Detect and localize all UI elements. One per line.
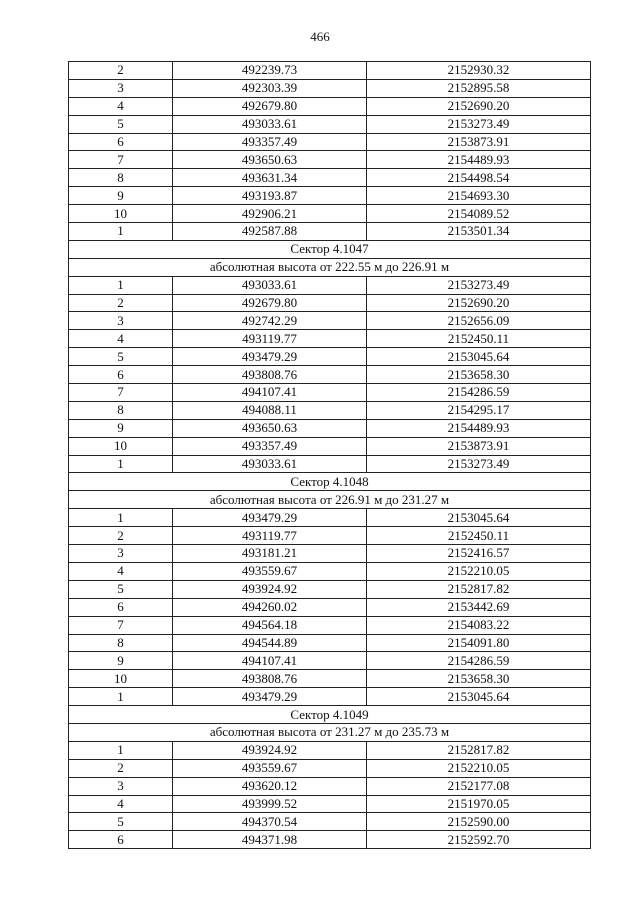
- point-number: 9: [69, 419, 173, 437]
- coordinates-table-body: [69, 62, 591, 849]
- y-coordinate: 2153501.34: [367, 223, 591, 241]
- table-row: [69, 294, 591, 312]
- point-number: 1: [69, 688, 173, 706]
- table-row: [69, 384, 591, 402]
- table-row: [69, 455, 591, 473]
- point-number: 4: [69, 330, 173, 348]
- y-coordinate: 2152817.82: [367, 741, 591, 759]
- point-number: 7: [69, 384, 173, 402]
- table-row: [69, 598, 591, 616]
- y-coordinate: 2152450.11: [367, 527, 591, 545]
- x-coordinate: 492906.21: [173, 205, 367, 223]
- x-coordinate: 492679.80: [173, 97, 367, 115]
- x-coordinate: 493033.61: [173, 276, 367, 294]
- point-number: 7: [69, 151, 173, 169]
- sector-altitude: абсолютная высота от 226.91 м до 231.27 м: [69, 491, 591, 509]
- table-row: [69, 330, 591, 348]
- x-coordinate: 493999.52: [173, 795, 367, 813]
- y-coordinate: 2153045.64: [367, 509, 591, 527]
- y-coordinate: 2154083.22: [367, 616, 591, 634]
- point-number: 1: [69, 223, 173, 241]
- table-row: [69, 133, 591, 151]
- y-coordinate: 2152177.08: [367, 777, 591, 795]
- x-coordinate: 493559.67: [173, 759, 367, 777]
- point-number: 5: [69, 580, 173, 598]
- point-number: 6: [69, 831, 173, 849]
- y-coordinate: 2152656.09: [367, 312, 591, 330]
- y-coordinate: 2151970.05: [367, 795, 591, 813]
- x-coordinate: 493650.63: [173, 151, 367, 169]
- table-row: [69, 527, 591, 545]
- point-number: 3: [69, 777, 173, 795]
- x-coordinate: 492587.88: [173, 223, 367, 241]
- table-row: [69, 813, 591, 831]
- point-number: 7: [69, 616, 173, 634]
- x-coordinate: 493357.49: [173, 437, 367, 455]
- y-coordinate: 2153873.91: [367, 133, 591, 151]
- y-coordinate: 2154286.59: [367, 652, 591, 670]
- y-coordinate: 2154693.30: [367, 187, 591, 205]
- point-number: 1: [69, 455, 173, 473]
- y-coordinate: 2154498.54: [367, 169, 591, 187]
- sector-header-row: [69, 706, 591, 724]
- x-coordinate: 492742.29: [173, 312, 367, 330]
- sector-header-row: [69, 473, 591, 491]
- point-number: 1: [69, 741, 173, 759]
- table-row: [69, 401, 591, 419]
- y-coordinate: 2154089.52: [367, 205, 591, 223]
- y-coordinate: 2152450.11: [367, 330, 591, 348]
- table-row: [69, 616, 591, 634]
- x-coordinate: 493181.21: [173, 545, 367, 563]
- y-coordinate: 2152895.58: [367, 79, 591, 97]
- x-coordinate: 493808.76: [173, 670, 367, 688]
- x-coordinate: 493924.92: [173, 580, 367, 598]
- x-coordinate: 493620.12: [173, 777, 367, 795]
- table-row: [69, 79, 591, 97]
- point-number: 8: [69, 169, 173, 187]
- y-coordinate: 2152416.57: [367, 545, 591, 563]
- x-coordinate: 493479.29: [173, 688, 367, 706]
- x-coordinate: 492679.80: [173, 294, 367, 312]
- table-row: [69, 97, 591, 115]
- y-coordinate: 2153658.30: [367, 366, 591, 384]
- x-coordinate: 493033.61: [173, 115, 367, 133]
- y-coordinate: 2152817.82: [367, 580, 591, 598]
- point-number: 5: [69, 813, 173, 831]
- point-number: 3: [69, 79, 173, 97]
- point-number: 6: [69, 598, 173, 616]
- table-row: [69, 688, 591, 706]
- point-number: 4: [69, 97, 173, 115]
- x-coordinate: 492303.39: [173, 79, 367, 97]
- sector-title: Сектор 4.1049: [69, 706, 591, 724]
- point-number: 10: [69, 205, 173, 223]
- x-coordinate: 493479.29: [173, 509, 367, 527]
- x-coordinate: 494088.11: [173, 401, 367, 419]
- point-number: 2: [69, 294, 173, 312]
- x-coordinate: 494371.98: [173, 831, 367, 849]
- y-coordinate: 2153045.64: [367, 348, 591, 366]
- point-number: 6: [69, 366, 173, 384]
- point-number: 8: [69, 401, 173, 419]
- point-number: 8: [69, 634, 173, 652]
- x-coordinate: 494260.02: [173, 598, 367, 616]
- table-row: [69, 741, 591, 759]
- x-coordinate: 494107.41: [173, 384, 367, 402]
- y-coordinate: 2152590.00: [367, 813, 591, 831]
- y-coordinate: 2152592.70: [367, 831, 591, 849]
- x-coordinate: 493479.29: [173, 348, 367, 366]
- y-coordinate: 2153442.69: [367, 598, 591, 616]
- y-coordinate: 2154286.59: [367, 384, 591, 402]
- table-row: [69, 151, 591, 169]
- x-coordinate: 493193.87: [173, 187, 367, 205]
- table-row: [69, 759, 591, 777]
- point-number: 10: [69, 437, 173, 455]
- x-coordinate: 493650.63: [173, 419, 367, 437]
- y-coordinate: 2153273.49: [367, 455, 591, 473]
- table-row: [69, 652, 591, 670]
- x-coordinate: 493924.92: [173, 741, 367, 759]
- table-row: [69, 437, 591, 455]
- point-number: 9: [69, 187, 173, 205]
- y-coordinate: 2153658.30: [367, 670, 591, 688]
- y-coordinate: 2152210.05: [367, 562, 591, 580]
- sector-altitude-row: [69, 491, 591, 509]
- coordinates-table: [68, 61, 591, 849]
- table-row: [69, 545, 591, 563]
- table-row: [69, 670, 591, 688]
- y-coordinate: 2153045.64: [367, 688, 591, 706]
- table-row: [69, 205, 591, 223]
- table-row: [69, 169, 591, 187]
- y-coordinate: 2154091.80: [367, 634, 591, 652]
- y-coordinate: 2154295.17: [367, 401, 591, 419]
- y-coordinate: 2152210.05: [367, 759, 591, 777]
- y-coordinate: 2153873.91: [367, 437, 591, 455]
- x-coordinate: 493808.76: [173, 366, 367, 384]
- y-coordinate: 2152930.32: [367, 62, 591, 80]
- x-coordinate: 494564.18: [173, 616, 367, 634]
- y-coordinate: 2154489.93: [367, 151, 591, 169]
- x-coordinate: 493559.67: [173, 562, 367, 580]
- y-coordinate: 2154489.93: [367, 419, 591, 437]
- y-coordinate: 2153273.49: [367, 115, 591, 133]
- point-number: 1: [69, 276, 173, 294]
- x-coordinate: 493033.61: [173, 455, 367, 473]
- sector-header-row: [69, 240, 591, 258]
- point-number: 2: [69, 62, 173, 80]
- table-row: [69, 634, 591, 652]
- table-row: [69, 276, 591, 294]
- point-number: 5: [69, 348, 173, 366]
- x-coordinate: 493119.77: [173, 527, 367, 545]
- table-row: [69, 62, 591, 80]
- sector-altitude: абсолютная высота от 222.55 м до 226.91 м: [69, 258, 591, 276]
- x-coordinate: 493119.77: [173, 330, 367, 348]
- x-coordinate: 494370.54: [173, 813, 367, 831]
- table-row: [69, 312, 591, 330]
- x-coordinate: 494544.89: [173, 634, 367, 652]
- x-coordinate: 493631.34: [173, 169, 367, 187]
- table-row: [69, 580, 591, 598]
- point-number: 3: [69, 545, 173, 563]
- table-row: [69, 795, 591, 813]
- table-row: [69, 831, 591, 849]
- x-coordinate: 493357.49: [173, 133, 367, 151]
- table-row: [69, 562, 591, 580]
- page-number: 466: [310, 29, 330, 44]
- sector-altitude-row: [69, 723, 591, 741]
- point-number: 2: [69, 527, 173, 545]
- point-number: 6: [69, 133, 173, 151]
- sector-title: Сектор 4.1047: [69, 240, 591, 258]
- sector-altitude-row: [69, 258, 591, 276]
- table-row: [69, 348, 591, 366]
- point-number: 5: [69, 115, 173, 133]
- sector-altitude: абсолютная высота от 231.27 м до 235.73 м: [69, 723, 591, 741]
- table-row: [69, 115, 591, 133]
- point-number: 9: [69, 652, 173, 670]
- point-number: 10: [69, 670, 173, 688]
- table-row: [69, 777, 591, 795]
- table-row: [69, 366, 591, 384]
- table-row: [69, 509, 591, 527]
- x-coordinate: 494107.41: [173, 652, 367, 670]
- y-coordinate: 2153273.49: [367, 276, 591, 294]
- x-coordinate: 492239.73: [173, 62, 367, 80]
- point-number: 2: [69, 759, 173, 777]
- table-row: [69, 187, 591, 205]
- point-number: 3: [69, 312, 173, 330]
- point-number: 4: [69, 562, 173, 580]
- table-row: [69, 223, 591, 241]
- point-number: 1: [69, 509, 173, 527]
- y-coordinate: 2152690.20: [367, 97, 591, 115]
- y-coordinate: 2152690.20: [367, 294, 591, 312]
- point-number: 4: [69, 795, 173, 813]
- table-row: [69, 419, 591, 437]
- sector-title: Сектор 4.1048: [69, 473, 591, 491]
